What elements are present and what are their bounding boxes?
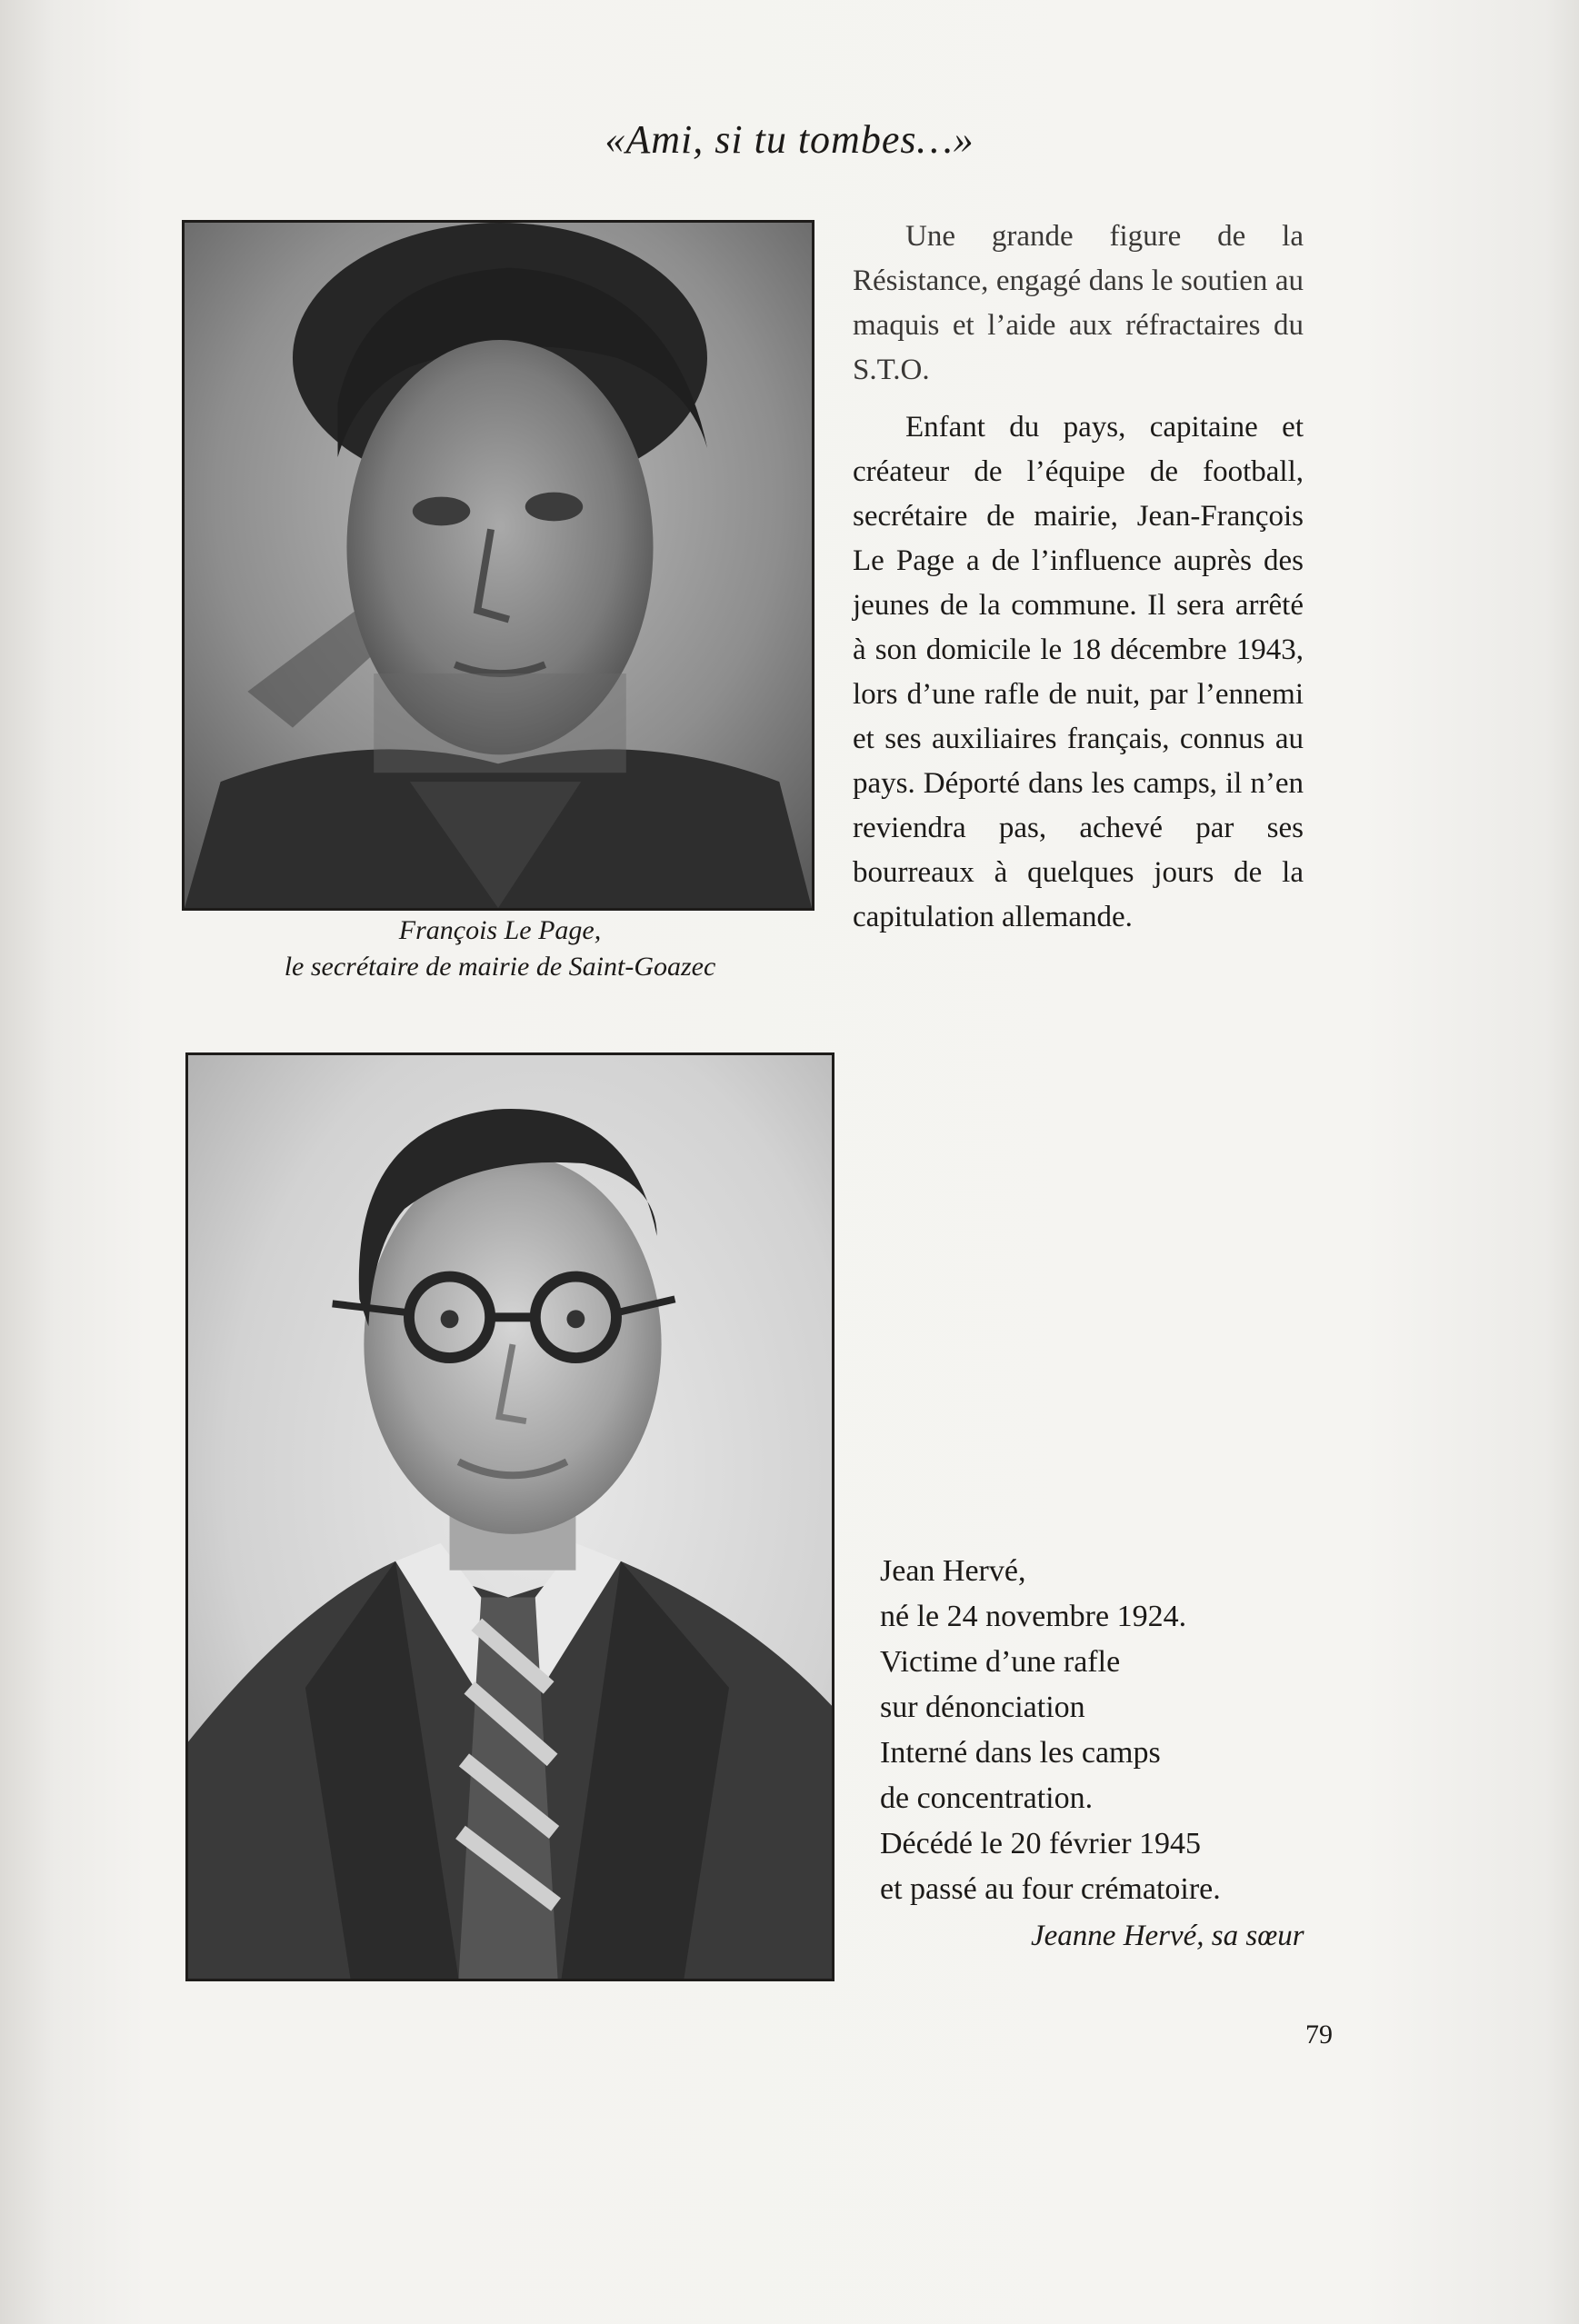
notice-line: Interné dans les camps	[880, 1736, 1161, 1770]
portrait-image	[188, 1055, 832, 1979]
notice-line: Victime d’une rafle	[880, 1645, 1121, 1679]
notice-line: de concentration.	[880, 1781, 1094, 1815]
photo-caption	[182, 913, 818, 985]
paragraph-text: Enfant du pays, capitaine et créateur de l’équipe de football, secrétaire de mairie, Jean-François Le Page a de l’influence auprès des jeunes de la commune. Il sera arrêté à son domicile le 18 décembre 1943, lors d’une rafle de nuit, par l’ennemi et ses auxiliaires français, connus au pays. Déporté dans les camps, il n’en reviendra pas, achevé par ses bourreaux à quelques jours de la capitulation allemande.	[853, 411, 1304, 933]
page-number: 79	[1305, 2020, 1333, 2050]
caption-line: le secrétaire de mairie de Saint-Goazec	[284, 952, 716, 982]
signature-line: Jeanne Hervé, sa sœur	[1031, 1920, 1304, 1952]
notice-line: Décédé le 20 février 1945	[880, 1827, 1202, 1860]
paragraph-intro	[853, 214, 1304, 393]
notice-line: Jean Hervé,	[880, 1554, 1026, 1588]
portrait-photo-jean-herve	[185, 1052, 834, 1981]
notice-line: né le 24 novembre 1924.	[880, 1600, 1187, 1633]
notice-line: sur dénonciation	[880, 1691, 1085, 1724]
paragraph-biography	[853, 405, 1304, 940]
caption-line: François Le Page,	[398, 915, 602, 945]
notice-line: et passé au four crématoire.	[880, 1872, 1221, 1906]
running-title: «Ami, si tu tombes…»	[605, 117, 974, 162]
portrait-image	[185, 223, 812, 908]
portrait-photo-francois-le-page	[182, 220, 814, 911]
jean-herve-notice	[880, 1549, 1353, 1912]
paragraph-text: Une grande figure de la Résistance, engagé dans le soutien au maquis et l’aide aux réfractaires du S.T.O.	[853, 220, 1304, 386]
